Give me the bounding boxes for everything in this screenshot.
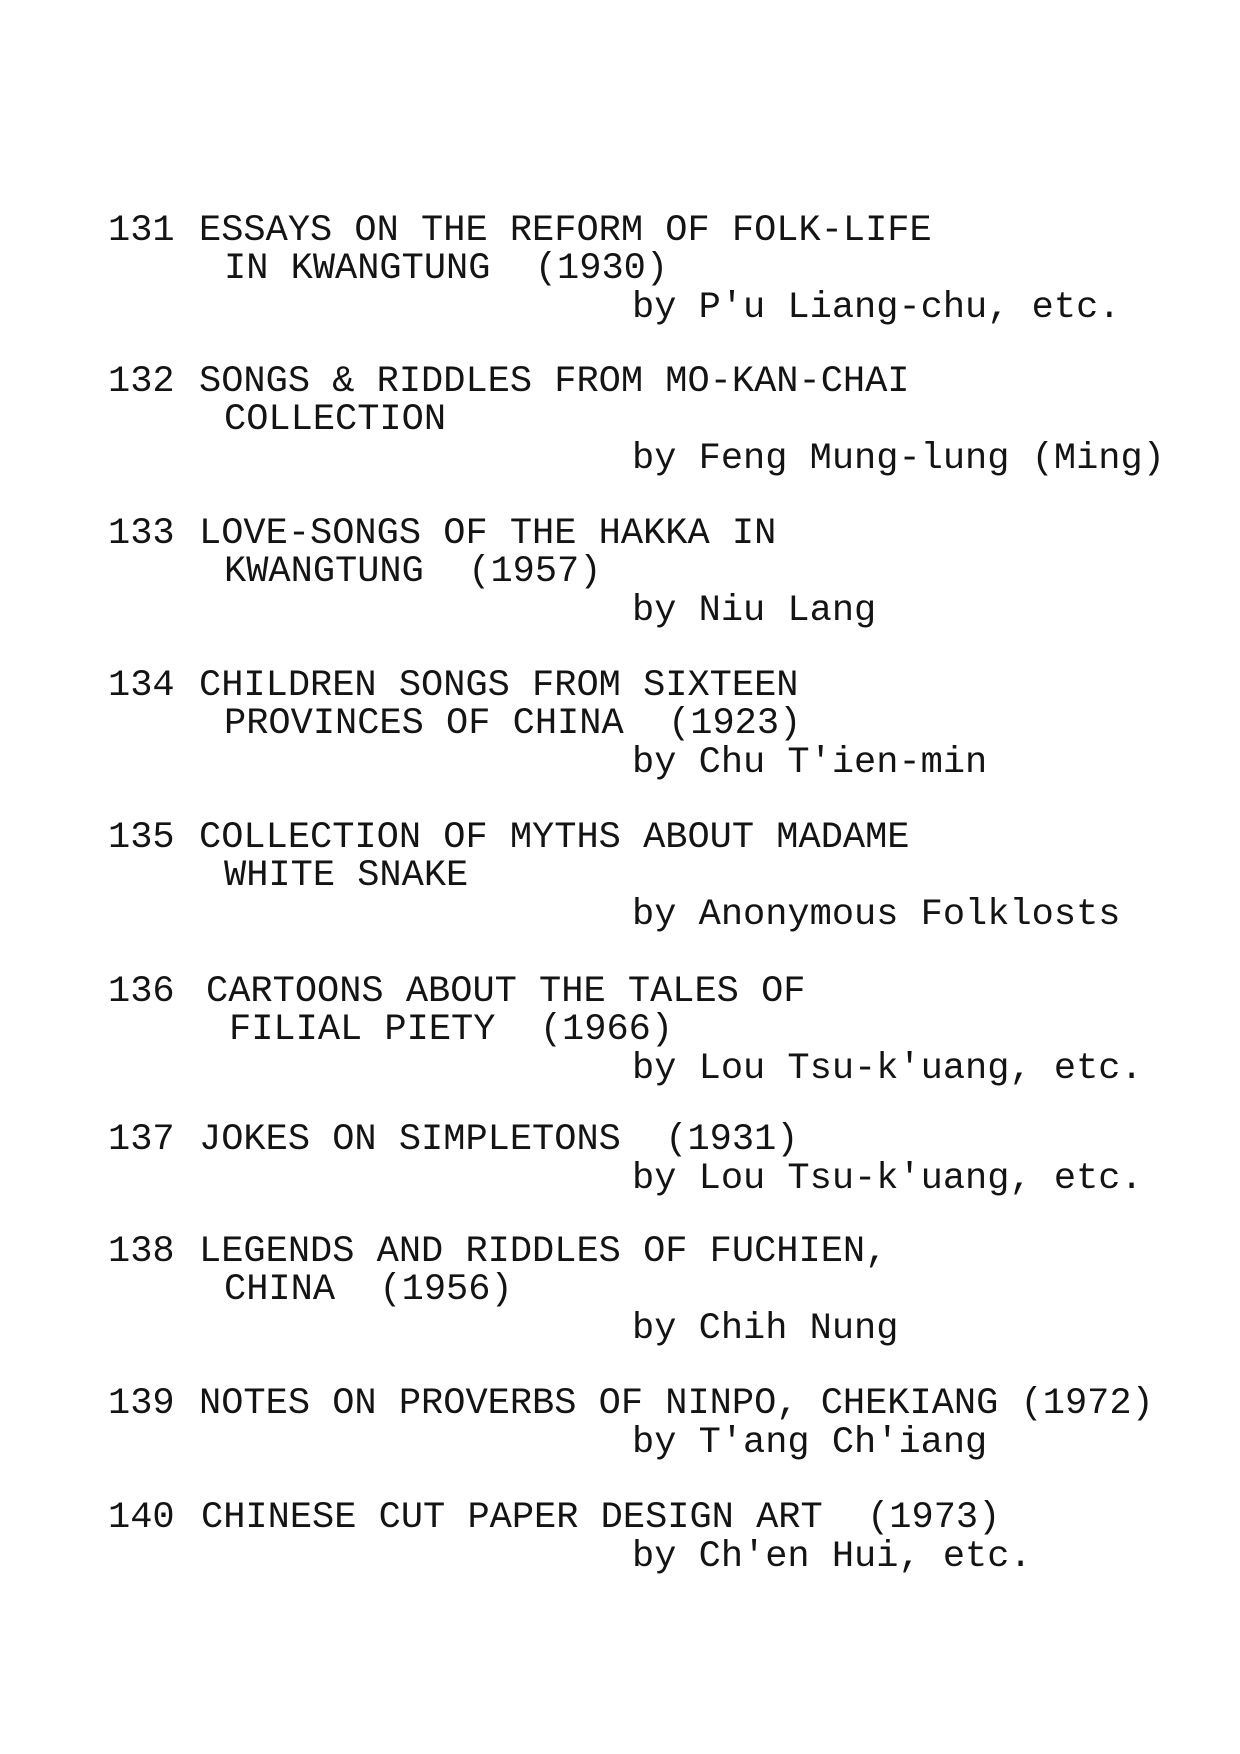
entry-title-line-1: COLLECTION OF MYTHS ABOUT MADAME — [199, 817, 910, 859]
entry-title-line-1: SONGS & RIDDLES FROM MO-KAN-CHAI — [199, 361, 910, 403]
catalog-entry-131 — [0, 212, 1240, 332]
entry-title-line-2: PROVINCES OF CHINA (1923) — [224, 703, 802, 745]
catalog-entry-138 — [0, 1233, 1240, 1353]
catalog-entry-139 — [0, 1385, 1240, 1505]
entry-number: 140 — [108, 1497, 175, 1539]
entry-number: 136 — [108, 971, 175, 1013]
entry-title-line-2: KWANGTUNG (1957) — [224, 551, 602, 593]
entry-author: by T'ang Ch'iang — [632, 1422, 988, 1464]
entry-title-line-1: NOTES ON PROVERBS OF NINPO, CHEKIANG (1972) — [199, 1383, 1154, 1425]
entry-number: 138 — [108, 1231, 175, 1273]
entry-title-line-1: CHINESE CUT PAPER DESIGN ART (1973) — [201, 1497, 1001, 1539]
entry-author: by P'u Liang-chu, etc. — [632, 287, 1121, 329]
catalog-entry-137 — [0, 1121, 1240, 1241]
entry-number: 139 — [108, 1383, 175, 1425]
entry-title-line-2: COLLECTION — [224, 399, 447, 441]
entry-title-line-1: LOVE-SONGS OF THE HAKKA IN — [199, 513, 777, 555]
entry-title-line-2: WHITE SNAKE — [224, 855, 469, 897]
catalog-entry-134 — [0, 667, 1240, 787]
catalog-entry-133 — [0, 515, 1240, 635]
entry-number: 134 — [108, 665, 175, 707]
entry-title-line-1: CARTOONS ABOUT THE TALES OF — [206, 971, 806, 1013]
entry-author: by Anonymous Folklosts — [632, 894, 1121, 936]
entry-author: by Lou Tsu-k'uang, etc. — [632, 1048, 1143, 1090]
entry-title-line-1: ESSAYS ON THE REFORM OF FOLK-LIFE — [199, 210, 932, 252]
catalog-entry-140 — [0, 1499, 1240, 1619]
entry-number: 133 — [108, 513, 175, 555]
entry-number: 135 — [108, 817, 175, 859]
entry-title-line-2: FILIAL PIETY (1966) — [229, 1009, 674, 1051]
entry-author: by Ch'en Hui, etc. — [632, 1536, 1032, 1578]
entry-number: 132 — [108, 361, 175, 403]
catalog-entry-136 — [0, 973, 1240, 1093]
entry-author: by Lou Tsu-k'uang, etc. — [632, 1158, 1143, 1200]
entry-number: 137 — [108, 1119, 175, 1161]
entry-author: by Chu T'ien-min — [632, 742, 988, 784]
entry-author: by Chih Nung — [632, 1308, 899, 1350]
catalog-entry-135 — [0, 819, 1240, 939]
entry-author: by Niu Lang — [632, 590, 877, 632]
entry-title-line-2: CHINA (1956) — [224, 1269, 513, 1311]
catalog-entry-132 — [0, 363, 1240, 483]
entry-author: by Feng Mung-lung (Ming) — [632, 438, 1165, 480]
entry-title-line-2: IN KWANGTUNG (1930) — [224, 248, 669, 290]
entry-title-line-1: JOKES ON SIMPLETONS (1931) — [199, 1119, 799, 1161]
entry-number: 131 — [108, 210, 175, 252]
entry-title-line-1: CHILDREN SONGS FROM SIXTEEN — [199, 665, 799, 707]
entry-title-line-1: LEGENDS AND RIDDLES OF FUCHIEN, — [199, 1231, 888, 1273]
